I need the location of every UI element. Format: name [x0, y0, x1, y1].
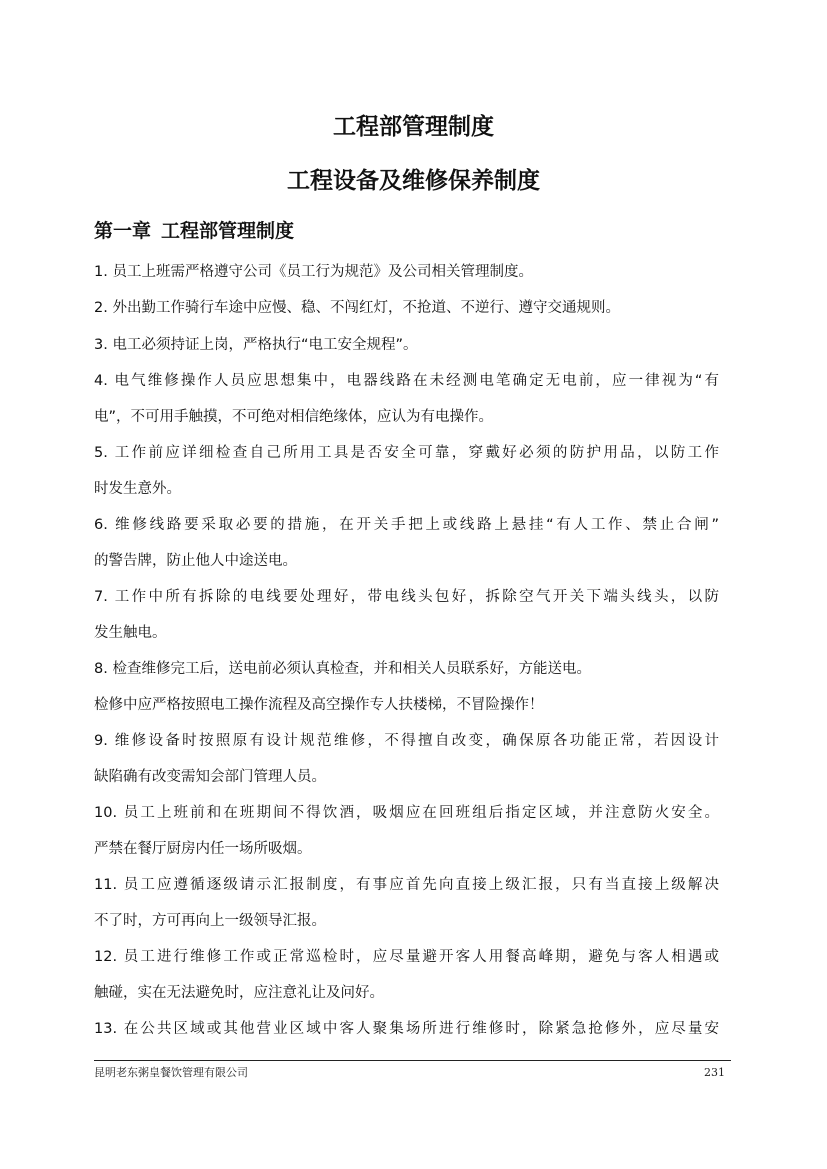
body-line: 2. 外出勤工作骑行车途中应慢、稳、不闯红灯，不抢道、不逆行、遵守交通规则。	[94, 300, 620, 316]
body-line: 11. 员工应遵循逐级请示汇报制度，有事应首先向直接上级汇报，只有当直接上级解决	[94, 877, 719, 893]
document-subtitle: 工程设备及维修保养制度	[287, 168, 540, 194]
body-line: 12. 员工进行维修工作或正常巡检时，应尽量避开客人用餐高峰期，避免与客人相遇或	[94, 949, 719, 965]
body-line: 缺陷确有改变需知会部门管理人员。	[94, 769, 326, 785]
chapter-number: 第一章	[94, 220, 152, 242]
body-line: 不了时，方可再向上一级领导汇报。	[94, 913, 326, 929]
body-line: 严禁在餐厅厨房内任一场所吸烟。	[94, 841, 312, 857]
body-line: 6. 维修线路要采取必要的措施，在开关手把上或线路上悬挂“有人工作、禁止合闸”	[94, 517, 719, 533]
body-line: 发生触电。	[94, 625, 167, 641]
chapter-heading	[94, 217, 294, 245]
body-line: 检修中应严格按照电工操作流程及高空操作专人扶楼梯，不冒险操作！	[94, 697, 544, 713]
body-line: 8. 检查维修完工后，送电前必须认真检查，并和相关人员联系好，方能送电。	[94, 661, 591, 677]
footer-rule	[94, 1060, 731, 1061]
body-line: 1. 员工上班需严格遵守公司《员工行为规范》及公司相关管理制度。	[94, 264, 533, 280]
footer-company: 昆明老东粥皇餐饮管理有限公司	[94, 1066, 248, 1079]
body-line: 5. 工作前应详细检查自己所用工具是否安全可靠，穿戴好必须的防护用品，以防工作	[94, 445, 719, 461]
body-line: 时发生意外。	[94, 481, 181, 497]
body-line: 9. 维修设备时按照原有设计规范维修，不得擅自改变，确保原各功能正常，若因设计	[94, 733, 719, 749]
document-title: 工程部管理制度	[333, 114, 494, 140]
body-line: 3. 电工必须持证上岗，严格执行“电工安全规程”。	[94, 337, 418, 353]
page-number: 231	[704, 1066, 725, 1079]
body-line: 13. 在公共区域或其他营业区域中客人聚集场所进行维修时，除紧急抢修外，应尽量安	[94, 1021, 719, 1037]
body-line: 10. 员工上班前和在班期间不得饮酒，吸烟应在回班组后指定区域，并注意防火安全。	[94, 805, 719, 821]
body-line: 触碰，实在无法避免时，应注意礼让及问好。	[94, 985, 384, 1001]
body-line: 7. 工作中所有拆除的电线要处理好，带电线头包好，拆除空气开关下端头线头，以防	[94, 589, 719, 605]
body-line: 4. 电气维修操作人员应思想集中，电器线路在未经测电笔确定无电前，应一律视为“有	[94, 373, 719, 389]
body-line: 的警告牌，防止他人中途送电。	[94, 553, 297, 569]
chapter-title: 工程部管理制度	[161, 220, 295, 242]
body-line: 电”，不可用手触摸，不可绝对相信绝缘体，应认为有电操作。	[94, 409, 494, 425]
